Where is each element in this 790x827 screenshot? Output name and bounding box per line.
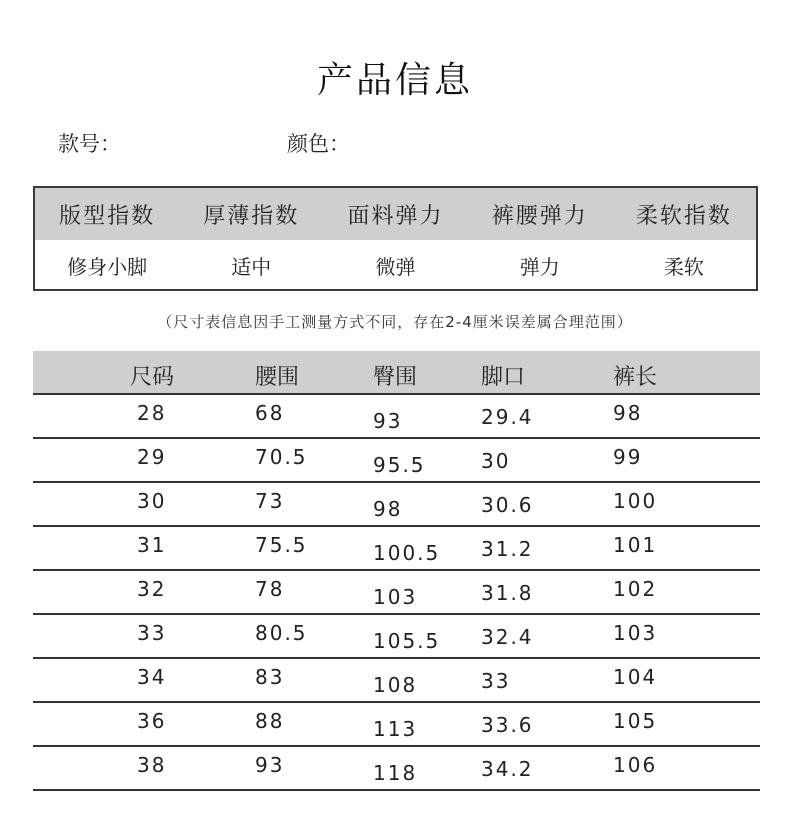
size-cell: 38 bbox=[137, 753, 167, 777]
waist-cell: 78 bbox=[255, 577, 285, 601]
table-row bbox=[33, 703, 760, 747]
attribute-value-fabric-stretch: 微弹 bbox=[375, 255, 416, 279]
header-length: 裤长 bbox=[613, 365, 658, 390]
attribute-header-row bbox=[35, 188, 756, 240]
size-cell: 34 bbox=[137, 665, 167, 689]
style-number-label: 款号： bbox=[58, 132, 121, 156]
size-cell: 29 bbox=[137, 445, 167, 469]
header-size: 尺码 bbox=[130, 365, 175, 390]
attribute-header-softness: 柔软指数 bbox=[635, 203, 732, 229]
waist-cell: 73 bbox=[255, 489, 285, 513]
table-row bbox=[33, 439, 760, 483]
attribute-table bbox=[33, 186, 758, 291]
hip-cell: 108 bbox=[373, 673, 418, 697]
length-cell: 103 bbox=[613, 621, 658, 645]
hip-cell: 93 bbox=[373, 409, 403, 433]
attribute-value-softness: 柔软 bbox=[663, 255, 704, 279]
hip-cell: 105.5 bbox=[373, 629, 441, 653]
measurement-note: （尺寸表信息因手工测量方式不同，存在2-4厘米误差属合理范围） bbox=[157, 313, 633, 331]
page-title: 产品信息 bbox=[316, 60, 473, 101]
length-cell: 98 bbox=[613, 401, 643, 425]
table-row bbox=[33, 527, 760, 571]
length-cell: 99 bbox=[613, 445, 643, 469]
hip-cell: 98 bbox=[373, 497, 403, 521]
header-leg-opening: 脚口 bbox=[481, 365, 526, 390]
hip-cell: 118 bbox=[373, 761, 418, 785]
attribute-header-fabric-stretch: 面料弹力 bbox=[347, 203, 444, 229]
table-row bbox=[33, 395, 760, 439]
size-table-body bbox=[33, 395, 760, 791]
length-cell: 105 bbox=[613, 709, 658, 733]
size-cell: 33 bbox=[137, 621, 167, 645]
table-row bbox=[33, 571, 760, 615]
size-table-header bbox=[33, 351, 760, 395]
attribute-value-row bbox=[35, 240, 756, 291]
length-cell: 101 bbox=[613, 533, 658, 557]
attribute-header-thickness: 厚薄指数 bbox=[203, 203, 300, 229]
hip-cell: 100.5 bbox=[373, 541, 441, 565]
table-row bbox=[33, 483, 760, 527]
waist-cell: 83 bbox=[255, 665, 285, 689]
size-cell: 36 bbox=[137, 709, 167, 733]
hip-cell: 103 bbox=[373, 585, 418, 609]
hip-cell: 95.5 bbox=[373, 453, 426, 477]
leg-opening-cell: 30.6 bbox=[481, 493, 534, 517]
table-row bbox=[33, 747, 760, 791]
size-cell: 28 bbox=[137, 401, 167, 425]
leg-opening-cell: 34.2 bbox=[481, 757, 534, 781]
waist-cell: 93 bbox=[255, 753, 285, 777]
table-row bbox=[33, 615, 760, 659]
header-hip: 臀围 bbox=[373, 365, 418, 390]
attribute-value-waist-stretch: 弹力 bbox=[519, 255, 560, 279]
leg-opening-cell: 33 bbox=[481, 669, 511, 693]
length-cell: 106 bbox=[613, 753, 658, 777]
length-cell: 100 bbox=[613, 489, 658, 513]
size-table bbox=[33, 351, 760, 791]
waist-cell: 70.5 bbox=[255, 445, 308, 469]
size-cell: 32 bbox=[137, 577, 167, 601]
attribute-value-fit: 修身小脚 bbox=[67, 255, 148, 279]
hip-cell: 113 bbox=[373, 717, 418, 741]
size-cell: 30 bbox=[137, 489, 167, 513]
leg-opening-cell: 31.2 bbox=[481, 537, 534, 561]
leg-opening-cell: 33.6 bbox=[481, 713, 534, 737]
waist-cell: 75.5 bbox=[255, 533, 308, 557]
header-waist: 腰围 bbox=[255, 365, 300, 390]
waist-cell: 80.5 bbox=[255, 621, 308, 645]
leg-opening-cell: 31.8 bbox=[481, 581, 534, 605]
length-cell: 104 bbox=[613, 665, 658, 689]
waist-cell: 68 bbox=[255, 401, 285, 425]
leg-opening-cell: 32.4 bbox=[481, 625, 534, 649]
attribute-value-thickness: 适中 bbox=[231, 255, 272, 279]
attribute-header-fit: 版型指数 bbox=[59, 203, 156, 229]
attribute-header-waist-stretch: 裤腰弹力 bbox=[491, 203, 588, 229]
length-cell: 102 bbox=[613, 577, 658, 601]
color-label: 颜色： bbox=[287, 132, 350, 156]
table-row bbox=[33, 659, 760, 703]
leg-opening-cell: 30 bbox=[481, 449, 511, 473]
waist-cell: 88 bbox=[255, 709, 285, 733]
size-cell: 31 bbox=[137, 533, 167, 557]
leg-opening-cell: 29.4 bbox=[481, 405, 534, 429]
